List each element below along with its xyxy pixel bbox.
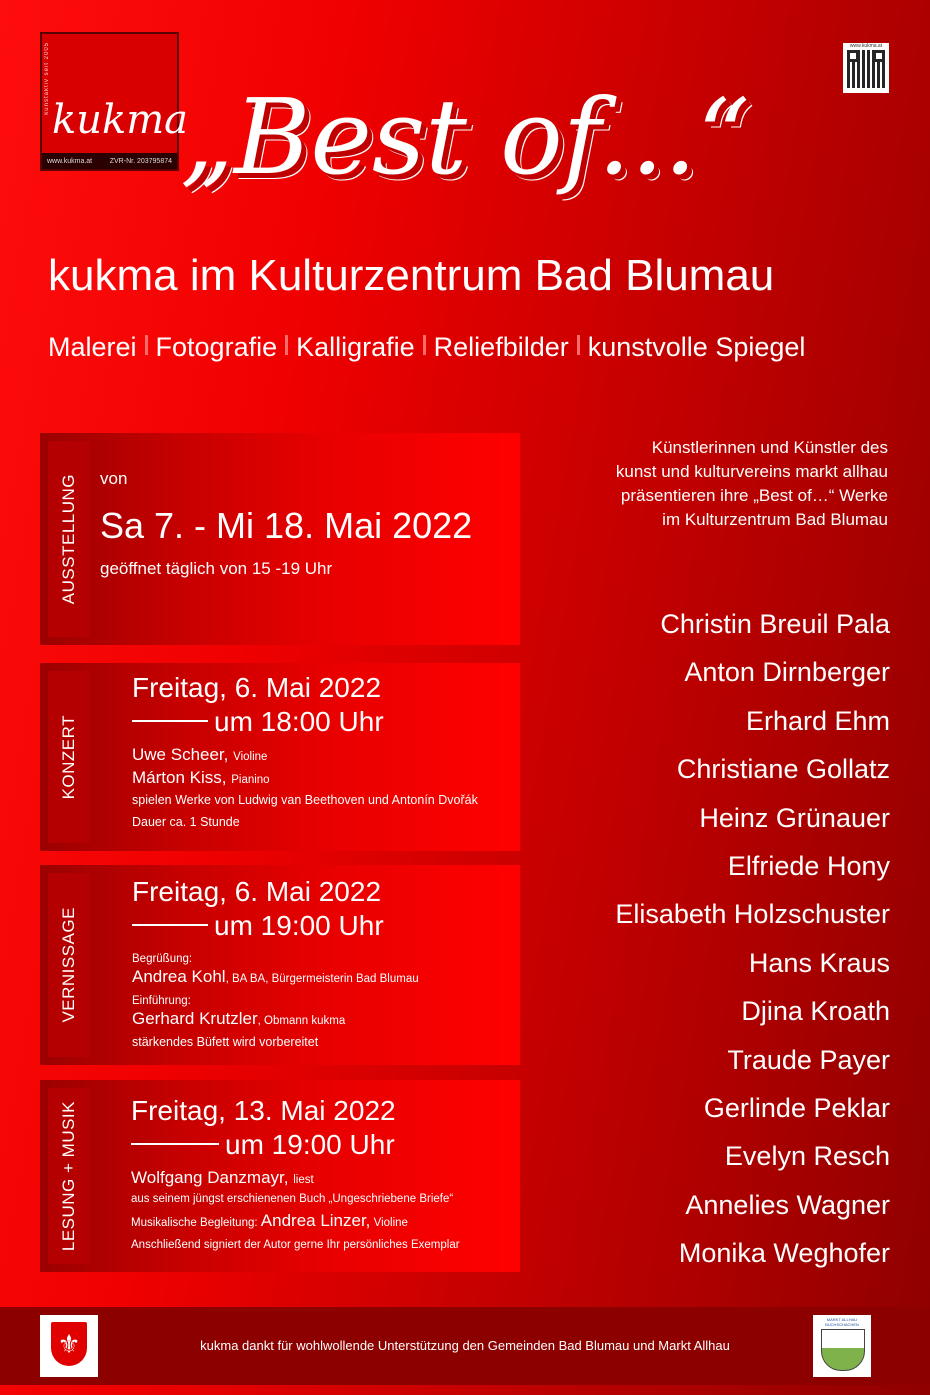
footer-thanks: kukma dankt für wohlwollende Unterstützung den Gemeinden Bad Blumau und Markt Allhau (200, 1338, 730, 1353)
dash-line (132, 720, 208, 722)
panel-label-text: LESUNG + MUSIK (59, 1100, 78, 1252)
exhibition-dates: Sa 7. - Mi 18. Mai 2022 (100, 505, 473, 546)
buffet-text: stärkendes Büfett wird vorbereitet (132, 1035, 319, 1049)
category-list (48, 330, 805, 364)
artist-name: Traude Payer (727, 1044, 890, 1075)
intro-text (508, 436, 888, 532)
artist-name: Evelyn Resch (724, 1141, 890, 1172)
performer-role: Pianino (231, 774, 270, 786)
logo-zvr: ZVR-Nr. 203795874 (109, 157, 172, 165)
qr-url: www.kukma.at (849, 43, 883, 49)
artist-name: Elisabeth Holzschuster (615, 899, 890, 930)
panel-lesung-musik (40, 1080, 520, 1272)
artist-name: Annelies Wagner (685, 1189, 890, 1220)
event-time: um 19:00 Uhr (214, 910, 384, 941)
panel-label (48, 441, 90, 637)
artist-name: Erhard Ehm (745, 705, 890, 736)
panel-label-text: AUSSTELLUNG (59, 473, 78, 605)
logo-brand: kukma (52, 97, 189, 143)
speaker-role: , Obmann kukma (257, 1015, 346, 1027)
speaker-role: , BA BA, Bürgermeisterin Bad Blumau (225, 973, 419, 985)
greeting-label: Begrüßung: (132, 953, 193, 965)
panel-konzert (40, 663, 520, 851)
dash-line (132, 924, 208, 926)
signing-text: Anschließend signiert der Autor gerne Ihr persönliches Exemplar (131, 1239, 460, 1251)
dash-line (131, 1143, 219, 1145)
artist-name: Anton Dirnberger (684, 657, 890, 688)
category-item: Fotografie (155, 332, 278, 362)
panel-ausstellung (40, 433, 520, 645)
page-title: „Best of...“ (180, 76, 750, 198)
intro-line: im Kulturzentrum Bad Blumau (662, 510, 888, 529)
intro-line: Künstlerinnen und Künstler des (651, 438, 888, 457)
artist-name: Heinz Grünauer (699, 802, 890, 833)
artist-name: Djina Kroath (741, 996, 890, 1027)
event-date: Freitag, 13. Mai 2022 (131, 1095, 396, 1126)
performer-role: Violine (233, 751, 268, 763)
author-role: liest (293, 1174, 314, 1186)
artist-name: Christiane Gollatz (676, 754, 890, 785)
separator (423, 335, 426, 355)
artist-name: Monika Weghofer (678, 1238, 890, 1269)
fleur-de-lis-icon: ⚜ (51, 1322, 87, 1366)
event-date: Freitag, 6. Mai 2022 (132, 672, 382, 703)
separator (577, 335, 580, 355)
author-name: Wolfgang Danzmayr, (131, 1168, 289, 1187)
event-time: um 19:00 Uhr (225, 1129, 395, 1160)
von-text: von (100, 469, 128, 488)
music-label: Musikalische Begleitung: (131, 1217, 258, 1229)
intro-line: kunst und kulturvereins markt allhau (615, 462, 888, 481)
panel-label (48, 671, 90, 843)
event-time: um 18:00 Uhr (214, 706, 384, 737)
artist-name: Elfriede Hony (727, 851, 890, 882)
panel-label (48, 873, 90, 1057)
speaker-name: Gerhard Krutzler (132, 1009, 258, 1028)
category-item: Kalligrafie (296, 332, 415, 362)
intro-line: präsentieren ihre „Best of…“ Werke (620, 486, 888, 505)
book-text: aus seinem jüngst erschienenen Buch „Ungeschriebene Briefe“ (131, 1193, 454, 1205)
panel-content (100, 433, 510, 579)
duration-text: Dauer ca. 1 Stunde (132, 815, 240, 829)
panel-label-text: VERNISSAGE (59, 907, 78, 1023)
event-date: Freitag, 6. Mai 2022 (132, 876, 382, 907)
logo-url: www.kukma.at (47, 157, 93, 165)
subtitle: kukma im Kulturzentrum Bad Blumau (48, 251, 775, 300)
separator (145, 335, 148, 355)
category-item: Malerei (48, 332, 137, 362)
category-item: kunstvolle Spiegel (587, 332, 806, 362)
artist-list (450, 600, 890, 1278)
performer-name: Uwe Scheer, (132, 745, 229, 764)
panel-label-text: KONZERT (59, 714, 78, 800)
artist-name: Christin Breuil Pala (660, 609, 890, 639)
speaker-name: Andrea Kohl (132, 967, 226, 986)
logo-side-text: kunstaktiv seit 2005 (44, 42, 50, 115)
artist-name: Hans Kraus (748, 947, 890, 978)
category-item: Reliefbilder (433, 332, 569, 362)
intro-label: Einführung: (132, 995, 191, 1007)
program-text: spielen Werke von Ludwig van Beethoven und Antonín Dvořák (132, 793, 478, 807)
separator (285, 335, 288, 355)
musician-role: Violine (373, 1217, 408, 1229)
opening-hours: geöffnet täglich von 15 -19 Uhr (100, 559, 333, 578)
panel-label (48, 1088, 90, 1264)
performer-name: Márton Kiss, (132, 768, 227, 787)
musician-name: Andrea Linzer, (260, 1211, 371, 1230)
panel-vernissage (40, 865, 520, 1065)
crest-caption: MARKT ALLHAU BUCHSCHACHEN (825, 1317, 859, 1327)
artist-name: Gerlinde Peklar (703, 1093, 890, 1124)
